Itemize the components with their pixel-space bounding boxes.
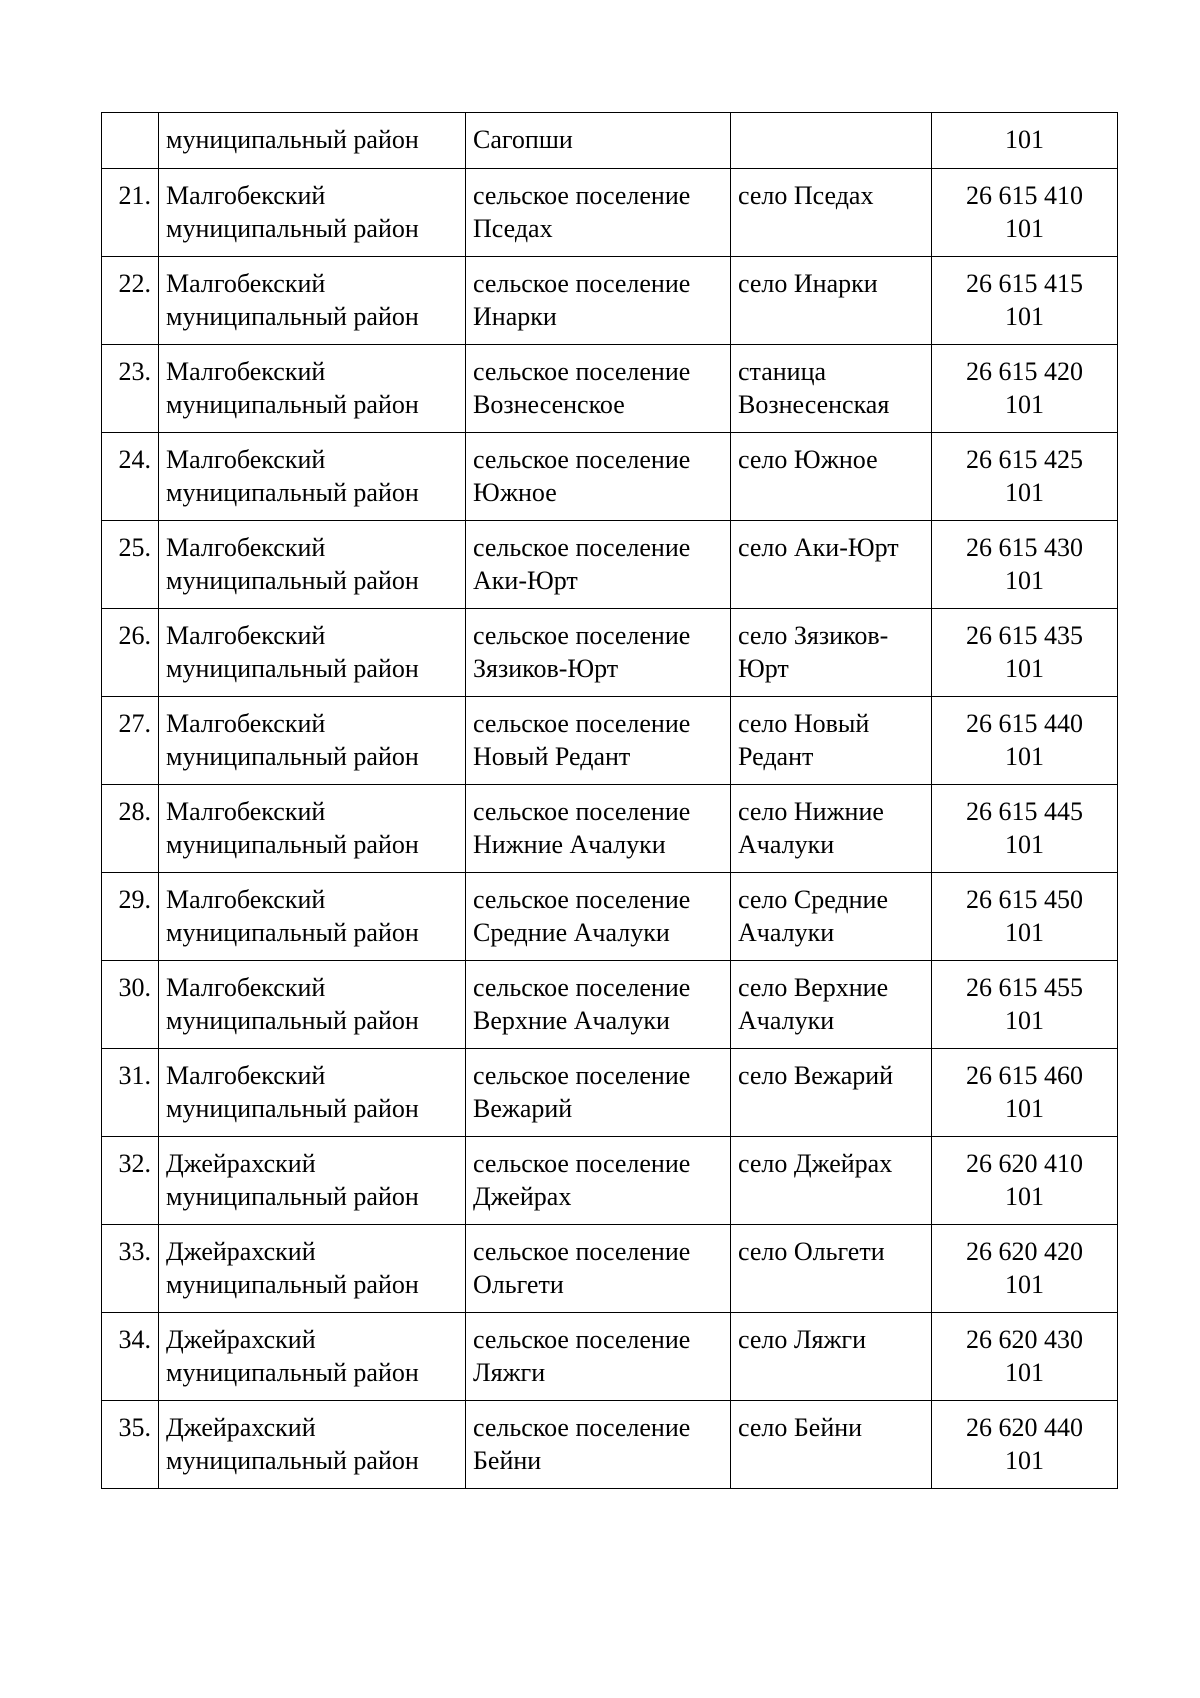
oktmo-code-cell-line: 101 — [1005, 390, 1044, 419]
table-row — [102, 1049, 1118, 1137]
table-row — [102, 169, 1118, 257]
settlement-cell — [466, 609, 731, 697]
settlement-cell — [466, 697, 731, 785]
settlement-cell-line: Вознесенское — [473, 390, 625, 419]
settlement-cell-line: Нижние Ачалуки — [473, 830, 666, 859]
district-cell-line: муниципальный район — [166, 918, 419, 947]
settlement-cell-line: Зязиков-Юрт — [473, 654, 619, 683]
oktmo-code-cell — [932, 1137, 1118, 1225]
settlement-cell — [466, 1137, 731, 1225]
settlements-table — [101, 112, 1118, 1489]
district-cell-line: Малгобекский — [166, 1061, 326, 1090]
locality-cell — [731, 1401, 932, 1489]
locality-cell — [731, 873, 932, 961]
row-number-cell: 35. — [102, 1401, 159, 1489]
row-number-cell: 31. — [102, 1049, 159, 1137]
locality-cell-line: Редант — [738, 742, 814, 771]
oktmo-code-cell-line: 101 — [1005, 654, 1044, 683]
locality-cell-line: Юрт — [738, 654, 789, 683]
settlement-cell-line: сельское поселение — [473, 973, 691, 1002]
settlement-cell-line: Южное — [473, 478, 557, 507]
district-cell — [159, 433, 466, 521]
settlement-cell — [466, 113, 731, 169]
locality-cell-line: село Средние — [738, 885, 889, 914]
locality-cell — [731, 961, 932, 1049]
settlement-cell-line: сельское поселение — [473, 357, 691, 386]
district-cell — [159, 961, 466, 1049]
table-row — [102, 873, 1118, 961]
oktmo-code-cell-line: 101 — [1005, 830, 1044, 859]
settlement-cell — [466, 1049, 731, 1137]
locality-cell-line: Ачалуки — [738, 830, 835, 859]
oktmo-code-cell-line: 101 — [1005, 566, 1044, 595]
settlement-cell-line: Аки-Юрт — [473, 566, 578, 595]
settlement-cell-line: сельское поселение — [473, 1413, 691, 1442]
locality-cell-line: село Пседах — [738, 181, 874, 210]
row-number-cell: 21. — [102, 169, 159, 257]
oktmo-code-cell-line: 101 — [1005, 478, 1044, 507]
oktmo-code-cell — [932, 1313, 1118, 1401]
locality-cell — [731, 609, 932, 697]
district-cell — [159, 257, 466, 345]
district-cell-line: муниципальный район — [166, 1358, 419, 1387]
oktmo-code-cell-line: 26 620 440 — [966, 1413, 1083, 1442]
settlement-cell-line: сельское поселение — [473, 1149, 691, 1178]
district-cell — [159, 1401, 466, 1489]
district-cell-line: муниципальный район — [166, 214, 419, 243]
district-cell — [159, 345, 466, 433]
settlement-cell-line: Верхние Ачалуки — [473, 1006, 670, 1035]
district-cell — [159, 113, 466, 169]
oktmo-code-cell-line: 26 615 440 — [966, 709, 1083, 738]
district-cell-line: Джейрахский — [166, 1237, 316, 1266]
row-number-cell: 27. — [102, 697, 159, 785]
table-row — [102, 521, 1118, 609]
row-number-cell: 33. — [102, 1225, 159, 1313]
oktmo-code-cell-line: 101 — [1005, 214, 1044, 243]
oktmo-code-cell — [932, 433, 1118, 521]
oktmo-code-cell — [932, 873, 1118, 961]
district-cell — [159, 609, 466, 697]
settlement-cell — [466, 257, 731, 345]
locality-cell-line: село Зязиков- — [738, 621, 889, 650]
oktmo-code-cell-line: 26 620 410 — [966, 1149, 1083, 1178]
settlement-cell-line: сельское поселение — [473, 709, 691, 738]
locality-cell — [731, 257, 932, 345]
locality-cell — [731, 169, 932, 257]
district-cell-line: муниципальный район — [166, 1182, 419, 1211]
oktmo-code-cell-line: 26 620 430 — [966, 1325, 1083, 1354]
row-number-cell: 25. — [102, 521, 159, 609]
locality-cell-line: село Ольгети — [738, 1237, 885, 1266]
oktmo-code-cell-line: 101 — [1005, 1270, 1044, 1299]
settlement-cell-line: сельское поселение — [473, 181, 691, 210]
settlement-cell-line: Вежарий — [473, 1094, 573, 1123]
settlement-cell — [466, 521, 731, 609]
oktmo-code-cell — [932, 785, 1118, 873]
district-cell — [159, 1137, 466, 1225]
row-number-cell: 32. — [102, 1137, 159, 1225]
oktmo-code-cell-line: 26 615 445 — [966, 797, 1083, 826]
district-cell-line: Джейрахский — [166, 1149, 316, 1178]
settlement-cell-line: Бейни — [473, 1446, 542, 1475]
locality-cell-line: село Верхние — [738, 973, 889, 1002]
district-cell-line: Малгобекский — [166, 885, 326, 914]
oktmo-code-cell — [932, 113, 1118, 169]
locality-cell-line: Ачалуки — [738, 918, 835, 947]
settlement-cell-line: Инарки — [473, 302, 557, 331]
oktmo-code-cell-line: 101 — [1005, 1446, 1044, 1475]
oktmo-code-cell-line: 101 — [1005, 742, 1044, 771]
oktmo-code-cell-line: 101 — [1005, 302, 1044, 331]
district-cell — [159, 169, 466, 257]
locality-cell — [731, 1137, 932, 1225]
row-number-cell: 22. — [102, 257, 159, 345]
table-row — [102, 113, 1118, 169]
district-cell — [159, 1313, 466, 1401]
table-body — [102, 113, 1118, 1489]
oktmo-code-cell-line: 26 615 450 — [966, 885, 1083, 914]
settlement-cell-line: сельское поселение — [473, 1325, 691, 1354]
locality-cell-line: станица — [738, 357, 827, 386]
district-cell-line: Джейрахский — [166, 1413, 316, 1442]
district-cell-line: муниципальный район — [166, 390, 419, 419]
locality-cell-line: Ачалуки — [738, 1006, 835, 1035]
row-number-cell: 26. — [102, 609, 159, 697]
table-row — [102, 257, 1118, 345]
district-cell-line: муниципальный район — [166, 478, 419, 507]
oktmo-code-cell-line: 101 — [1005, 918, 1044, 947]
row-number-cell: 28. — [102, 785, 159, 873]
district-cell — [159, 873, 466, 961]
table-row — [102, 1137, 1118, 1225]
settlement-cell-line: Ляжги — [473, 1358, 546, 1387]
locality-cell-line: село Ляжги — [738, 1325, 867, 1354]
locality-cell-line: село Джейрах — [738, 1149, 893, 1178]
row-number-cell — [102, 113, 159, 169]
district-cell-line: муниципальный район — [166, 654, 419, 683]
locality-cell — [731, 113, 932, 169]
oktmo-code-cell-line: 26 615 415 — [966, 269, 1083, 298]
settlement-cell — [466, 873, 731, 961]
locality-cell-line: село Бейни — [738, 1413, 863, 1442]
oktmo-code-cell — [932, 1401, 1118, 1489]
table-row — [102, 961, 1118, 1049]
locality-cell — [731, 697, 932, 785]
row-number-cell: 34. — [102, 1313, 159, 1401]
oktmo-code-cell — [932, 1225, 1118, 1313]
district-cell-line: муниципальный район — [166, 1446, 419, 1475]
district-cell-line: Джейрахский — [166, 1325, 316, 1354]
settlement-cell-line: сельское поселение — [473, 445, 691, 474]
oktmo-code-cell-line: 26 615 435 — [966, 621, 1083, 650]
district-cell-line: Малгобекский — [166, 973, 326, 1002]
settlement-cell-line: сельское поселение — [473, 621, 691, 650]
table-row — [102, 609, 1118, 697]
district-cell-line: Малгобекский — [166, 533, 326, 562]
district-cell — [159, 1049, 466, 1137]
district-cell-line: Малгобекский — [166, 269, 326, 298]
locality-cell — [731, 1049, 932, 1137]
locality-cell-line: село Южное — [738, 445, 878, 474]
district-cell-line: муниципальный район — [166, 1094, 419, 1123]
district-cell — [159, 1225, 466, 1313]
locality-cell — [731, 521, 932, 609]
oktmo-code-cell — [932, 169, 1118, 257]
oktmo-code-cell-line: 101 — [1005, 1358, 1044, 1387]
district-cell-line: Малгобекский — [166, 357, 326, 386]
settlement-cell-line: Пседах — [473, 214, 553, 243]
district-cell-line: Малгобекский — [166, 621, 326, 650]
settlement-cell-line: Джейрах — [473, 1182, 572, 1211]
locality-cell-line: село Нижние — [738, 797, 884, 826]
district-cell-line: муниципальный район — [166, 125, 419, 154]
oktmo-code-cell — [932, 345, 1118, 433]
locality-cell — [731, 345, 932, 433]
district-cell — [159, 785, 466, 873]
settlement-cell-line: Ольгети — [473, 1270, 564, 1299]
settlement-cell-line: сельское поселение — [473, 1237, 691, 1266]
locality-cell — [731, 433, 932, 521]
district-cell-line: Малгобекский — [166, 181, 326, 210]
district-cell-line: муниципальный район — [166, 1270, 419, 1299]
row-number-cell: 23. — [102, 345, 159, 433]
settlement-cell — [466, 433, 731, 521]
oktmo-code-cell — [932, 961, 1118, 1049]
oktmo-code-cell-line: 26 620 420 — [966, 1237, 1083, 1266]
oktmo-code-cell-line: 101 — [1005, 125, 1044, 154]
settlement-cell-line: Новый Редант — [473, 742, 631, 771]
table-row — [102, 433, 1118, 521]
oktmo-code-cell-line: 26 615 410 — [966, 181, 1083, 210]
settlement-cell — [466, 1401, 731, 1489]
oktmo-code-cell — [932, 257, 1118, 345]
settlement-cell-line: сельское поселение — [473, 797, 691, 826]
settlement-cell-line: сельское поселение — [473, 269, 691, 298]
district-cell-line: Малгобекский — [166, 445, 326, 474]
locality-cell-line: село Вежарий — [738, 1061, 894, 1090]
table-row — [102, 1225, 1118, 1313]
locality-cell-line: Вознесенская — [738, 390, 890, 419]
oktmo-code-cell-line: 26 615 430 — [966, 533, 1083, 562]
oktmo-code-cell-line: 101 — [1005, 1006, 1044, 1035]
row-number-cell: 29. — [102, 873, 159, 961]
settlement-cell — [466, 169, 731, 257]
oktmo-code-cell-line: 101 — [1005, 1094, 1044, 1123]
district-cell-line: Малгобекский — [166, 709, 326, 738]
district-cell-line: муниципальный район — [166, 566, 419, 595]
row-number-cell: 30. — [102, 961, 159, 1049]
oktmo-code-cell — [932, 521, 1118, 609]
settlement-cell — [466, 961, 731, 1049]
settlement-cell-line: сельское поселение — [473, 533, 691, 562]
locality-cell — [731, 785, 932, 873]
locality-cell — [731, 1313, 932, 1401]
settlement-cell — [466, 785, 731, 873]
oktmo-code-cell-line: 101 — [1005, 1182, 1044, 1211]
settlement-cell-line: сельское поселение — [473, 885, 691, 914]
row-number-cell: 24. — [102, 433, 159, 521]
settlement-cell — [466, 345, 731, 433]
table-row — [102, 1401, 1118, 1489]
locality-cell-line: село Новый — [738, 709, 870, 738]
oktmo-code-cell — [932, 1049, 1118, 1137]
table-row — [102, 697, 1118, 785]
settlement-cell-line: Сагопши — [473, 125, 573, 154]
oktmo-code-cell-line: 26 615 455 — [966, 973, 1083, 1002]
locality-cell-line: село Инарки — [738, 269, 878, 298]
district-cell-line: Малгобекский — [166, 797, 326, 826]
table-row — [102, 785, 1118, 873]
settlement-cell — [466, 1313, 731, 1401]
district-cell-line: муниципальный район — [166, 302, 419, 331]
locality-cell — [731, 1225, 932, 1313]
district-cell-line: муниципальный район — [166, 830, 419, 859]
district-cell — [159, 697, 466, 785]
settlement-cell-line: сельское поселение — [473, 1061, 691, 1090]
settlement-cell — [466, 1225, 731, 1313]
district-cell-line: муниципальный район — [166, 742, 419, 771]
oktmo-code-cell-line: 26 615 460 — [966, 1061, 1083, 1090]
district-cell-line: муниципальный район — [166, 1006, 419, 1035]
settlement-cell-line: Средние Ачалуки — [473, 918, 670, 947]
oktmo-code-cell — [932, 697, 1118, 785]
oktmo-code-cell-line: 26 615 425 — [966, 445, 1083, 474]
table-row — [102, 1313, 1118, 1401]
table-row — [102, 345, 1118, 433]
district-cell — [159, 521, 466, 609]
locality-cell-line: село Аки-Юрт — [738, 533, 899, 562]
oktmo-code-cell-line: 26 615 420 — [966, 357, 1083, 386]
oktmo-code-cell — [932, 609, 1118, 697]
